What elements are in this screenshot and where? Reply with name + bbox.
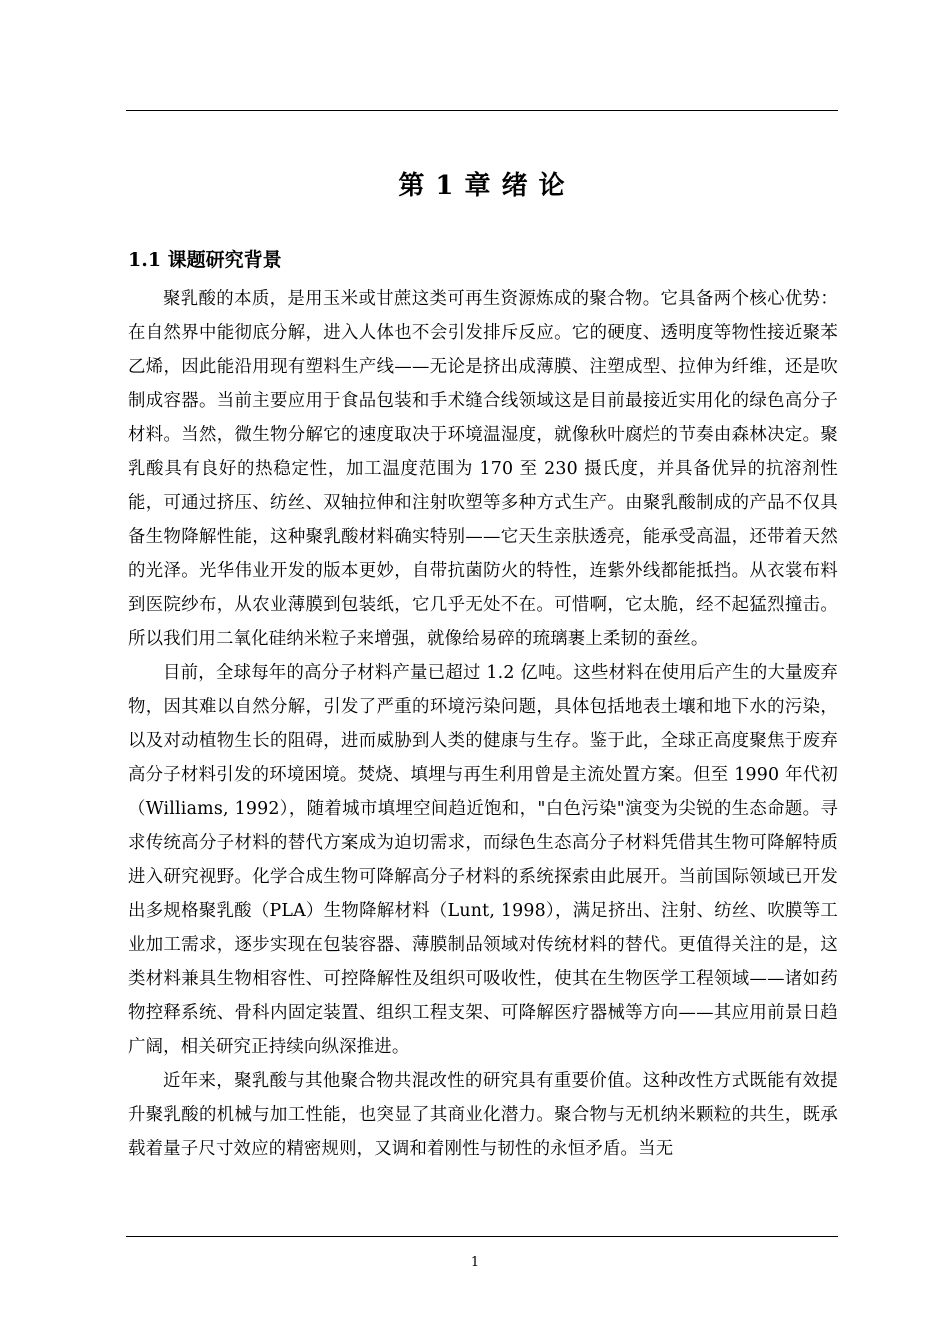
page-number: 1: [470, 1255, 480, 1270]
footer-rule: [126, 1236, 838, 1237]
body-text: [128, 282, 838, 1166]
header-rule: [126, 110, 838, 111]
section-heading: 1.1 课题研究背景: [128, 249, 282, 271]
chapter-title: 第 1 章 绪 论: [398, 171, 566, 201]
paragraph: 聚乳酸的本质，是用玉米或甘蔗这类可再生资源炼成的聚合物。它具备两个核心优势：在自然界中能彻底分解，进入人体也不会引发排斥反应。它的硬度、透明度等物性接近聚苯乙烯，因此能沿用现有塑料生产线——无论是挤出成薄膜、注塑成型、拉伸为纤维，还是吹制成容器。当前主要应用于食品包装和手术缝合线领域这是目前最接近实用化的绿色高分子材料。当然，微生物分解它的速度取决于环境温湿度，就像秋叶腐烂的节奏由森林决定。聚乳酸具有良好的热稳定性，加工温度范围为 170 至 230 摄氏度，并具备优异的抗溶剂性能，可通过挤压、纺丝、双轴拉伸和注射吹塑等多种方式生产。由聚乳酸制成的产品不仅具备生物降解性能，这种聚乳酸材料确实特别——它天生亲肤透亮，能承受高温，还带着天然的光泽。光华伟业开发的版本更妙，自带抗菌防火的特性，连紫外线都能抵挡。从衣裳布料到医院纱布，从农业薄膜到包装纸，它几乎无处不在。可惜啊，它太脆，经不起猛烈撞击。所以我们用二氧化硅纳米粒子来增强，就像给易碎的琉璃裹上柔韧的蚕丝。: [128, 289, 838, 649]
paragraph: 近年来，聚乳酸与其他聚合物共混改性的研究具有重要价值。这种改性方式既能有效提升聚乳酸的机械与加工性能，也突显了其商业化潜力。聚合物与无机纳米颗粒的共生，既承载着量子尺寸效应的精密规则，又调和着刚性与韧性的永恒矛盾。当无: [128, 1071, 838, 1159]
paragraph: 目前，全球每年的高分子材料产量已超过 1.2 亿吨。这些材料在使用后产生的大量废弃物，因其难以自然分解，引发了严重的环境污染问题，具体包括地表土壤和地下水的污染，以及对动植物生长的阻碍，进而威胁到人类的健康与生存。鉴于此，全球正高度聚焦于废弃高分子材料引发的环境困境。焚烧、填埋与再生利用曾是主流处置方案。但至 1990 年代初（Williams, 1992），随着城市填埋空间趋近饱和，"白色污染"演变为尖锐的生态命题。寻求传统高分子材料的替代方案成为迫切需求，而绿色生态高分子材料凭借其生物可降解特质进入研究视野。化学合成生物可降解高分子材料的系统探索由此展开。当前国际领域已开发出多规格聚乳酸（PLA）生物降解材料（Lunt, 1998），满足挤出、注射、纺丝、吹膜等工业加工需求，逐步实现在包装容器、薄膜制品领域对传统材料的替代。更值得关注的是，这类材料兼具生物相容性、可控降解性及组织可吸收性，使其在生物医学工程领域——诸如药物控释系统、骨科内固定装置、组织工程支架、可降解医疗器械等方向——其应用前景日趋广阔，相关研究正持续向纵深推进。: [128, 663, 838, 1057]
